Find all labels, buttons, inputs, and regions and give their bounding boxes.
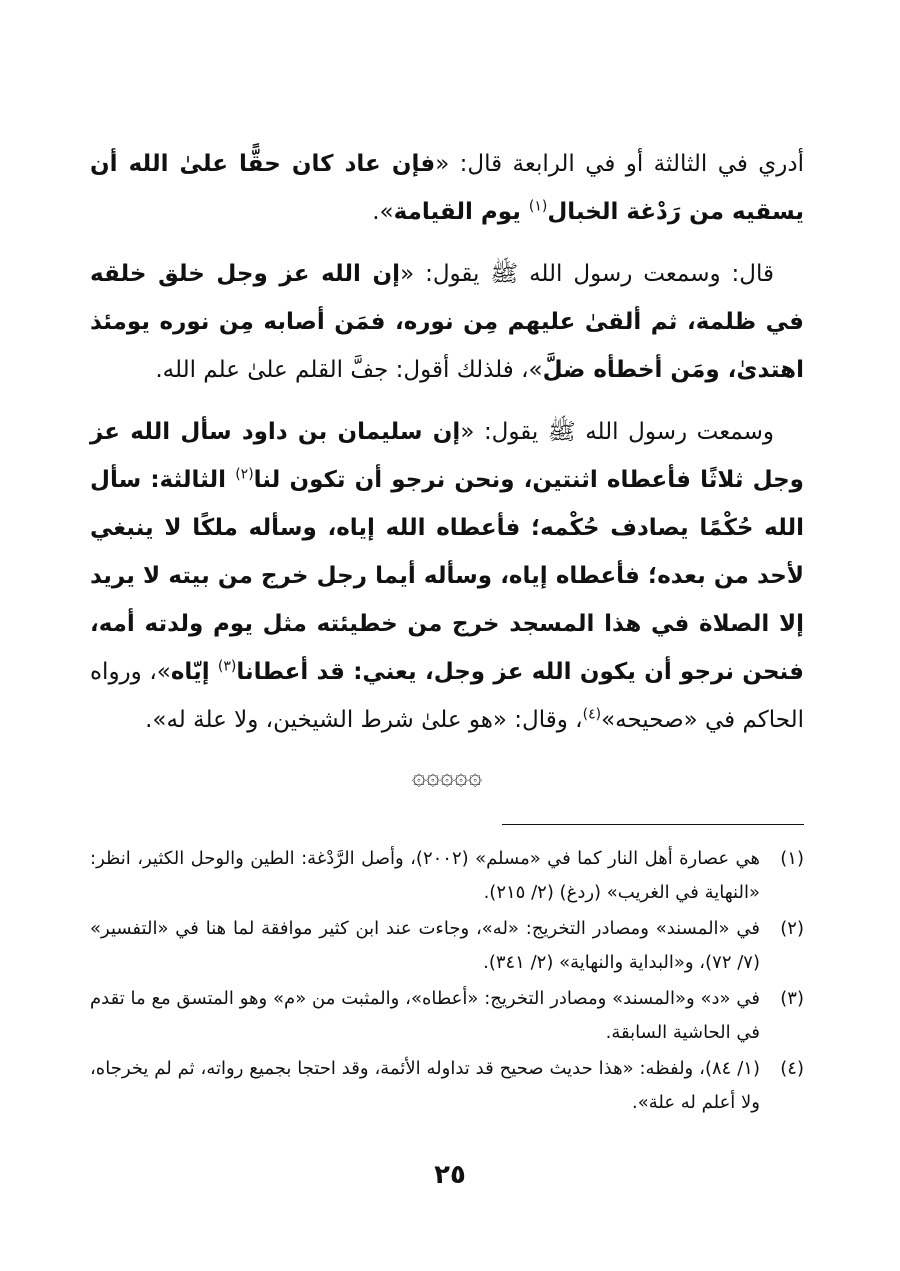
page-number: ٢٥ [434,1160,466,1190]
p3-text-f: ، وقال: «هو علىٰ شرط الشيخين، ولا علة له». [145,707,583,733]
section-ornament-icon: ۞۞۞۞۞ [411,762,483,790]
p1-hadith-text-end: يوم القيامة [393,199,529,225]
p3-hadith-text-end: إيّاه [170,659,218,685]
p3-hadith-text-cont: الثالثة: سأل الله حُكْمًا يصادف حُكْمه؛ فأعطاه الله إياه، وسأله ملكًا لا ينبغي لأحد من بعده؛ فأعطاه إياه، وسأله أيما رجل خرج من بيته لا يريد إلا الصلاة في هذا المسجد خرج من خطيئته مثل يوم ولدته أمه، فنحن نرجو أن يكون الله عز وجل، يعني: قد أعطانا [90,467,804,685]
footnote-number: (٤) [780,1058,804,1079]
p3-text-a: وسمعت رسول الله ﷺ يقول: « [460,419,774,445]
p3-hadith-text: إن سليمان بن داود سأل الله عز وجل ثلاثًا فأعطاه اثنتين، ونحن نرجو أن تكون لنا [90,419,804,493]
p1-text-d: ». [372,199,394,225]
p2-text-c: »، فلذلك أقول: جفَّ القلم علىٰ علم الله. [155,357,543,383]
footnote-4 [90,1052,804,1120]
footnote-number: (٢) [780,918,804,939]
footnote-1 [90,842,804,910]
paragraph-3 [90,408,804,744]
p3-text-e: »، ورواه الحاكم في «صحيحه» [90,659,804,733]
p1-text-a: أدري في الثالثة أو في الرابعة قال: « [435,151,804,177]
footnote-marker-2[interactable]: (٢) [235,466,254,483]
footnote-text: في «د» و«المسند» ومصادر التخريج: «أعطاه»، والمثبت من «م» وهو المتسق مع ما تقدم في الحاشية السابقة. [90,988,760,1043]
footnote-number: (١) [780,848,804,869]
p2-hadith-text: إن الله عز وجل خلق خلقه في ظلمة، ثم ألقىٰ عليهم مِن نوره، فمَن أصابه مِن نوره يومئذ اهتدىٰ، ومَن أخطأه ضلَّ [90,261,804,383]
footnote-2 [90,912,804,980]
footnote-text: (١/ ٨٤)، ولفظه: «هذا حديث صحيح قد تداوله الأئمة، وقد احتجا بجميع رواته، ثم لم يخرجاه، ولا أعلم له علة». [90,1058,760,1113]
footnote-separator [502,824,804,825]
footnote-marker-3[interactable]: (٣) [217,658,237,675]
footnote-text: في «المسند» ومصادر التخريج: «له»، وجاءت عند ابن كثير موافقة لما هنا في «التفسير» (٧/ ٧٢)، و«البداية والنهاية» (٢/ ٣٤١). [90,918,760,973]
p2-text-a: قال: وسمعت رسول الله ﷺ يقول: « [400,261,775,287]
paragraph-2 [90,250,804,394]
paragraph-1 [90,140,804,236]
footnote-number: (٣) [780,988,804,1009]
footnote-3 [90,982,804,1050]
footnote-text: هي عصارة أهل النار كما في «مسلم» (٢٠٠٢)، وأصل الرَّدْغة: الطين والوحل الكثير، انظر: «النهاية في الغريب» (ردغ) (٢/ ٢١٥). [90,848,760,903]
footnotes [90,842,804,1122]
footnote-marker-4[interactable]: (٤) [582,706,602,723]
p1-hadith-text: فإن عاد كان حقًّا علىٰ الله أن يسقيه من رَدْغة الخبال [90,151,804,225]
footnote-marker-1[interactable]: (١) [528,198,548,215]
